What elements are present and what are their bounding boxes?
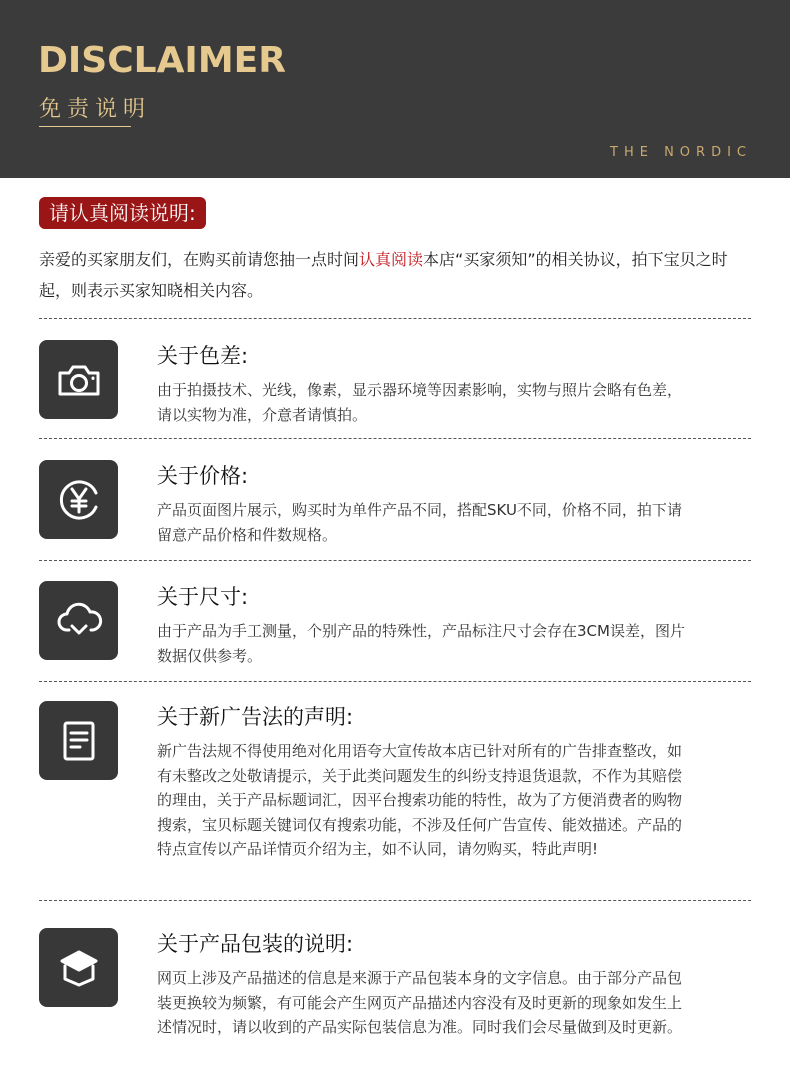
section-body: 新广告法规不得使用绝对化用语夸大宣传故本店已针对所有的广告排查整改，如有未整改之处敬请提示，关于此类问题发生的纠纷支持退货退款，不作为其赔偿的理由，关于产品标题词汇，因平台搜索功能的特性，故为了方便消费者的购物搜索，宝贝标题关键词仅有搜索功能，不涉及任何广告宣传、能效描述。产品的特点宣传以产品详情页介绍为主，如不认同，请勿购买，特此声明!: [157, 742, 683, 858]
divider: [39, 318, 751, 319]
section-body: 由于产品为手工测量，个别产品的特殊性，产品标注尺寸会存在3CM误差，图片数据仅供参考。: [157, 622, 685, 665]
intro-highlight: 认真阅读: [359, 250, 424, 269]
section-advertising-law: [39, 701, 751, 891]
section-color-difference: [39, 340, 751, 430]
section-body: 产品页面图片展示，购买时为单件产品不同，搭配SKU不同，价格不同，拍下请留意产品价格和件数规格。: [157, 501, 682, 544]
header-title: DISCLAIMER: [38, 40, 286, 81]
section-title: 关于价格:: [157, 464, 249, 488]
divider: [39, 681, 751, 682]
divider: [39, 900, 751, 901]
section-body: 由于拍摄技术、光线，像素，显示器环境等因素影响，实物与照片会略有色差，请以实物为准，介意者请慎拍。: [157, 381, 683, 424]
divider: [39, 438, 751, 439]
intro-text-after: 本店“买家须知”的相关协议，拍下宝贝之时起，则表示买家知晓相关内容。: [39, 250, 728, 300]
section-packaging: [39, 928, 751, 1078]
document-icon: [39, 701, 118, 780]
section-title: 关于色差:: [157, 344, 249, 368]
section-body: 网页上涉及产品描述的信息是来源于产品包装本身的文字信息。由于部分产品包装更换较为频繁，有可能会产生网页产品描述内容没有及时更新的现象如发生上述情况时，请以收到的产品实际包装信息为准。同时我们会尽量做到及时更新。: [157, 969, 683, 1036]
notice-badge: 请认真阅读说明:: [39, 197, 206, 229]
package-icon: [39, 928, 118, 1007]
cloud-icon: [39, 581, 118, 660]
section-size: [39, 581, 751, 671]
section-price: [39, 460, 751, 550]
section-title: 关于产品包装的说明:: [157, 932, 354, 956]
camera-icon: [39, 340, 118, 419]
intro-text-before: 亲爱的买家朋友们，在购买前请您抽一点时间: [39, 250, 360, 269]
header-banner: [0, 0, 790, 178]
section-title: 关于尺寸:: [157, 585, 249, 609]
intro-text: [39, 244, 751, 306]
section-title: 关于新广告法的声明:: [157, 705, 354, 729]
header-brand: THE NORDIC: [610, 145, 752, 160]
yen-icon: [39, 460, 118, 539]
divider: [39, 560, 751, 561]
header-underline: [39, 126, 131, 127]
header-subtitle: 免责说明: [39, 97, 152, 122]
